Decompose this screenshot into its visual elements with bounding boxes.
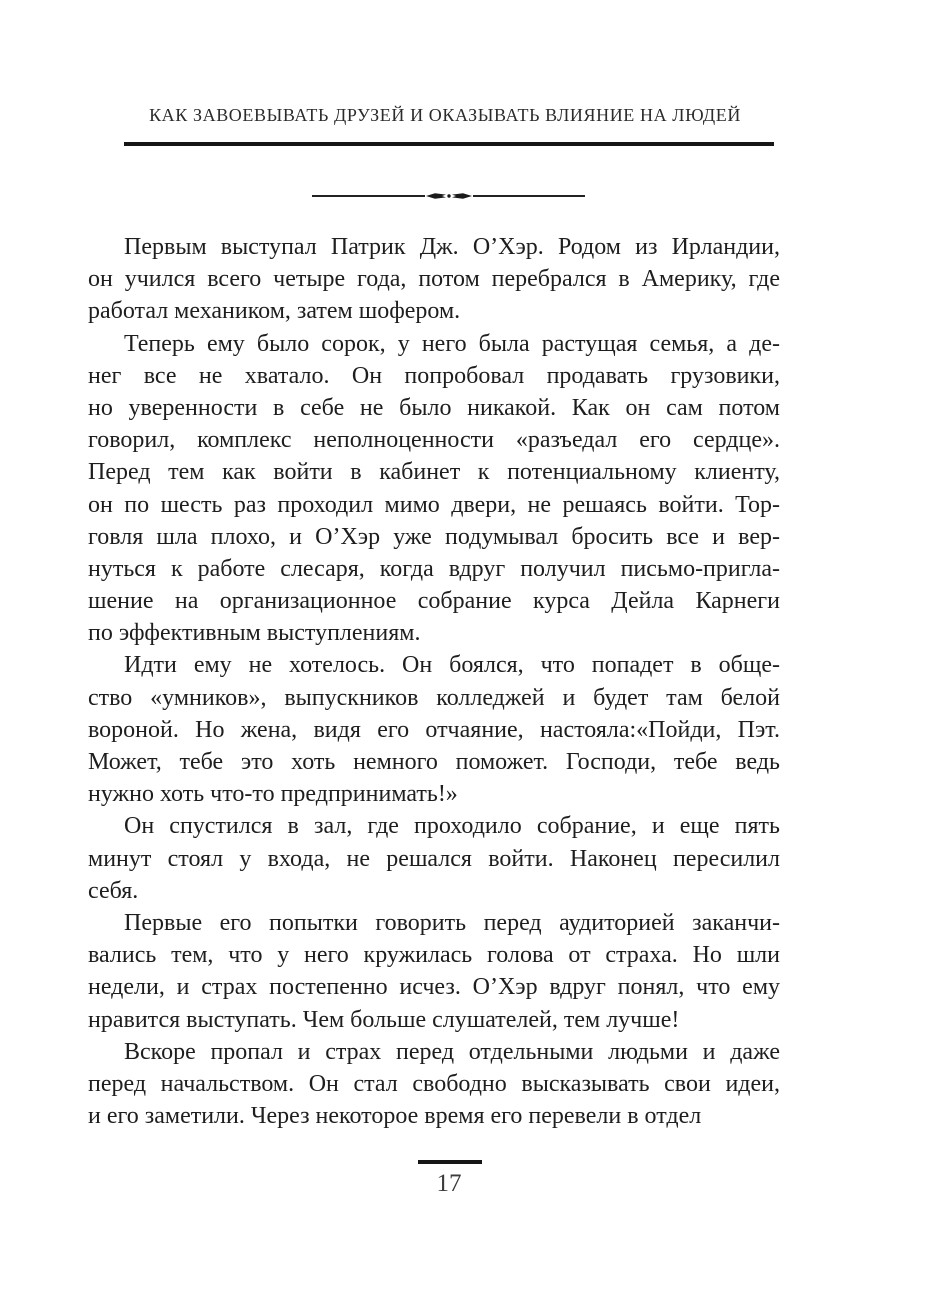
text-line: по эффективным выступлениям.	[88, 620, 421, 647]
text-line: перед начальством. Он стал свободно высказывать свои идеи,	[88, 1070, 780, 1097]
text-line: но уверенности в себе не было никакой. Как он сам потом	[88, 394, 780, 421]
text-line: Он спустился в зал, где проходило собрание, и еще пять	[124, 813, 780, 840]
header-rule	[124, 142, 774, 146]
running-header: КАК ЗАВОЕВЫВАТЬ ДРУЗЕЙ И ОКАЗЫВАТЬ ВЛИЯНИЕ НА ЛЮДЕЙ	[149, 105, 741, 125]
text-line: шение на организационное собрание курса Дейла Карнеги	[88, 588, 780, 615]
text-line: Идти ему не хотелось. Он боялся, что попадет в обще-	[124, 652, 780, 679]
paragraph	[88, 907, 780, 1036]
text-line: минут стоял у входа, не решался войти. Наконец пересилил	[88, 845, 780, 872]
text-line: вались тем, что у него кружилась голова от страха. Но шли	[88, 942, 780, 969]
paragraph	[88, 810, 780, 907]
page-number: 17	[436, 1170, 462, 1197]
text-line: нег все не хватало. Он попробовал продавать грузовики,	[88, 362, 780, 389]
text-line: недели, и страх постепенно исчез. О’Хэр вдруг понял, что ему	[88, 974, 780, 1001]
paragraph	[88, 231, 780, 328]
text-line: и его заметили. Через некоторое время его перевели в отдел	[88, 1103, 702, 1130]
paragraph	[88, 649, 780, 810]
section-divider	[312, 190, 585, 202]
divider-ornament-icon	[426, 190, 472, 202]
paragraph	[88, 328, 780, 650]
text-line: Первым выступал Патрик Дж. О’Хэр. Родом из Ирландии,	[124, 234, 780, 260]
page-body	[88, 231, 780, 1132]
text-line: Перед тем как войти в кабинет к потенциальному клиенту,	[88, 459, 780, 486]
text-line: вороной. Но жена, видя его отчаяние, настояла:«Пойди, Пэт.	[88, 716, 780, 743]
text-line: говля шла плохо, и О’Хэр уже подумывал бросить все и вер-	[88, 523, 780, 550]
text-line: Вскоре пропал и страх перед отдельными людьми и даже	[124, 1038, 780, 1065]
text-line: он учился всего четыре года, потом перебрался в Америку, где	[88, 266, 780, 293]
text-line: работал механиком, затем шофером.	[88, 298, 461, 325]
text-line: себя.	[88, 877, 139, 904]
text-line: нужно хоть что-то предпринимать!»	[88, 781, 458, 808]
paragraph	[88, 1036, 780, 1133]
text-line: Может, тебе это хоть немного поможет. Господи, тебе ведь	[88, 749, 780, 775]
text-line: говорил, комплекс неполноценности «разъедал его сердце».	[88, 427, 780, 454]
text-line: Первые его попытки говорить перед аудиторией заканчи-	[124, 909, 780, 936]
text-line: Теперь ему было сорок, у него была растущая семья, а де-	[124, 330, 780, 357]
text-line: нуться к работе слесаря, когда вдруг получил письмо-пригла-	[88, 555, 780, 582]
text-line: нравится выступать. Чем больше слушателей, тем лучше!	[88, 1006, 680, 1033]
text-line: он по шесть раз проходил мимо двери, не решаясь войти. Тор-	[88, 491, 780, 518]
text-line: ство «умников», выпускников колледжей и будет там белой	[88, 684, 780, 711]
footer-rule	[418, 1160, 482, 1164]
